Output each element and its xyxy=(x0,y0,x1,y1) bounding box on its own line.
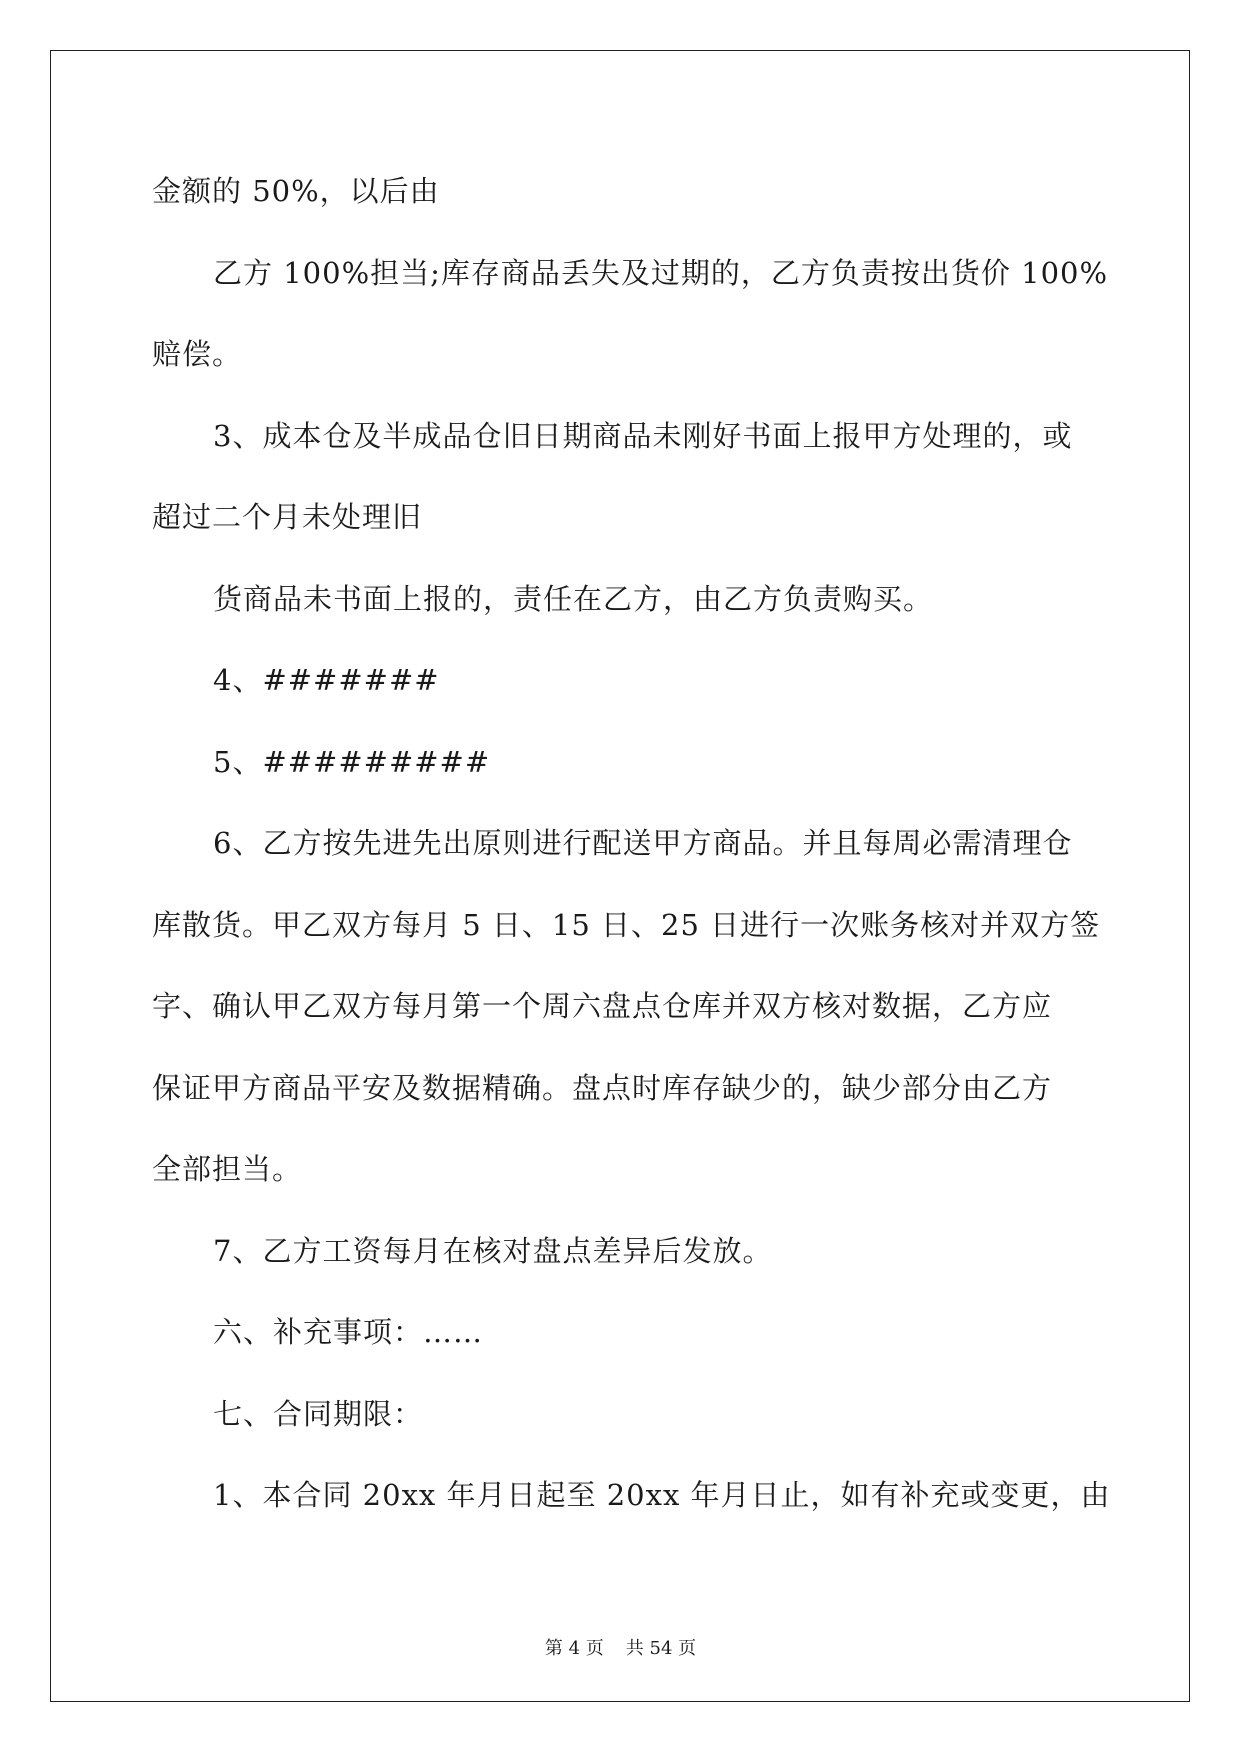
text-line: 1、本合同 20xx 年月日起至 20xx 年月日止，如有补充或变更，由 xyxy=(213,1478,1111,1512)
text-line: 保证甲方商品平安及数据精确。盘点时库存缺少的，缺少部分由乙方 xyxy=(152,1070,1053,1105)
text-line: 全部担当。 xyxy=(152,1152,303,1186)
document-body xyxy=(152,151,1111,1537)
text-line: 六、补充事项：…… xyxy=(213,1315,484,1349)
text-line: 超过二个月未处理旧 xyxy=(152,500,423,534)
text-line: 5、######### xyxy=(213,744,491,779)
text-line: 6、乙方按先进先出原则进行配送甲方商品。并且每周必需清理仓 xyxy=(213,826,1073,860)
text-line: 3、成本仓及半成品仓旧日期商品未刚好书面上报甲方处理的，或 xyxy=(213,418,1073,453)
text-line: 7、乙方工资每月在核对盘点差异后发放。 xyxy=(213,1233,773,1268)
text-line: 字、确认甲乙双方每月第一个周六盘点仓库并双方核对数据，乙方应 xyxy=(152,989,1053,1023)
text-line: 货商品未书面上报的，责任在乙方，由乙方负责购买。 xyxy=(213,581,934,616)
text-line: 金额的 50%，以后由 xyxy=(152,174,440,208)
page-number: 第 4 页 xyxy=(544,1638,604,1659)
text-line: 乙方 100%担当;库存商品丢失及过期的，乙方负责按出货价 100% xyxy=(213,255,1109,290)
text-line: 赔偿。 xyxy=(152,337,243,371)
text-line: 库散货。甲乙双方每月 5 日、15 日、25 日进行一次账务核对并双方签 xyxy=(152,907,1101,942)
text-line: 4、####### xyxy=(213,663,440,697)
page-total: 共 54 页 xyxy=(625,1638,697,1659)
page-footer xyxy=(0,1634,1241,1660)
text-line: 七、合同期限： xyxy=(213,1396,424,1431)
